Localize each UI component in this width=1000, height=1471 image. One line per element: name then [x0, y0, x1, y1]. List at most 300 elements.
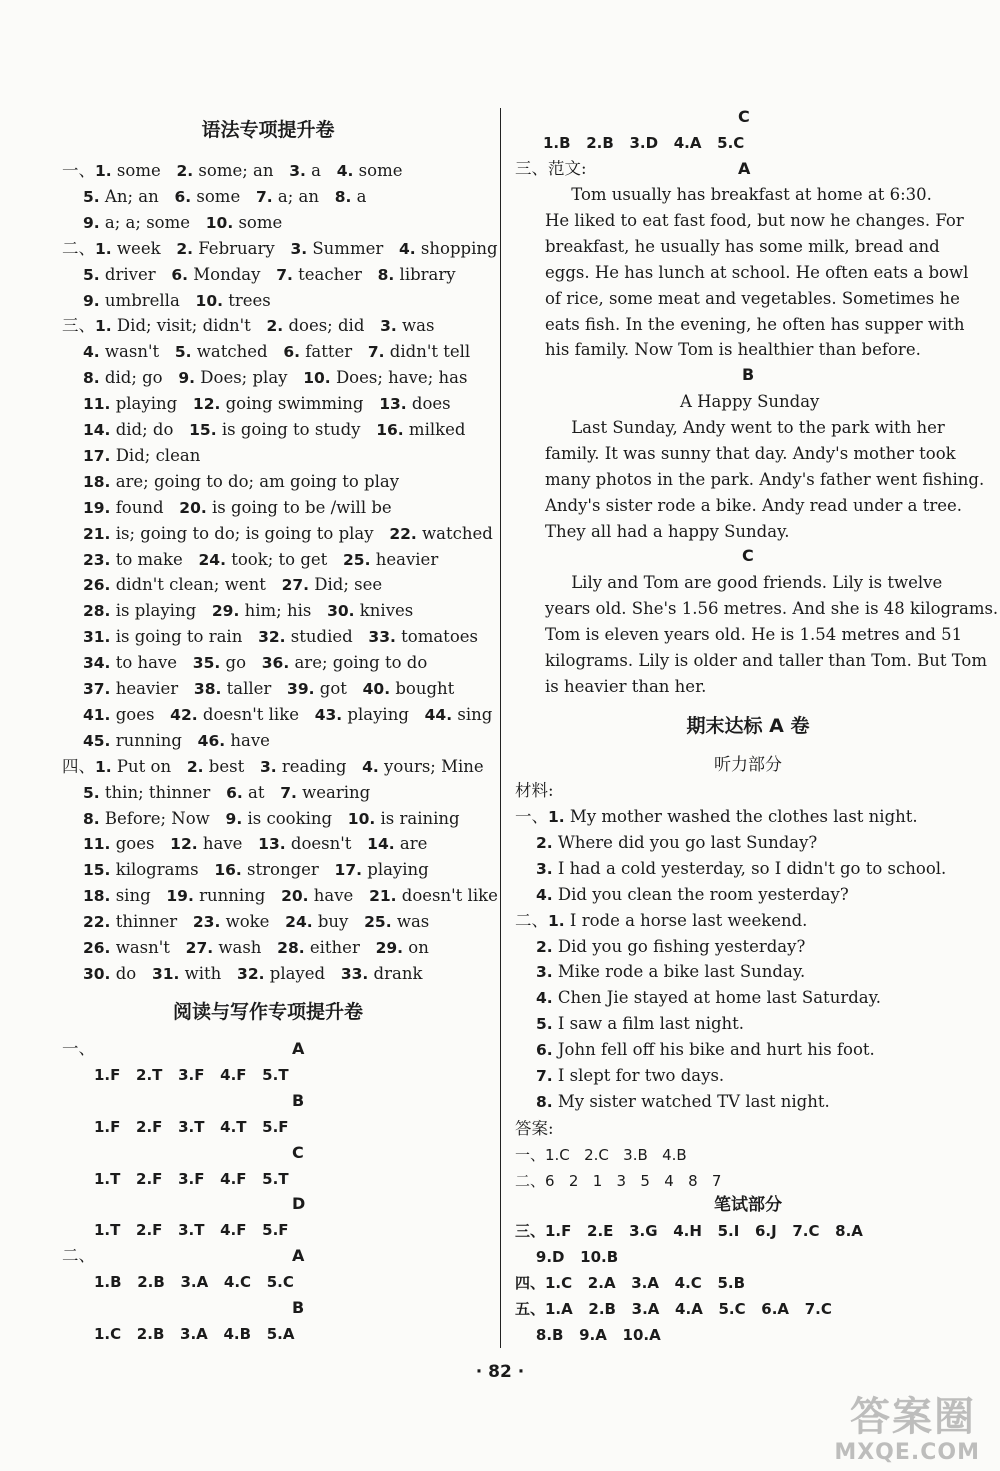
item-number: 17.: [334, 861, 363, 880]
item-number: 22.: [82, 913, 111, 932]
item-answer: do: [110, 963, 152, 983]
item-number: 25.: [364, 913, 392, 932]
item-answer: thin; thinner: [99, 782, 227, 802]
item-number: 14.: [82, 421, 111, 439]
item-number: 1.: [548, 911, 565, 930]
item-answer: An; an: [99, 186, 175, 206]
item-answer: found: [110, 497, 180, 517]
item-number: 1.: [95, 317, 112, 336]
item-answer: is going to be /will be: [206, 497, 392, 517]
item-number: 45.: [82, 731, 111, 750]
item-text: Mike rode a bike last Sunday.: [552, 962, 806, 982]
grammar-answer-line: [62, 495, 392, 521]
item-number: 27.: [185, 939, 214, 957]
item-number: 20.: [281, 887, 309, 906]
item-number: 8.: [377, 265, 395, 284]
item-answer: a: [305, 161, 337, 180]
item-text: My sister watched TV last night.: [552, 1091, 830, 1111]
grammar-answer-line: [62, 806, 460, 832]
reading-answers: 1.B 2.B 3.D 4.A 5.C: [543, 134, 745, 152]
item-number: 8.: [535, 1092, 553, 1111]
grammar-answer-line: [62, 391, 451, 417]
item-prefix: [62, 265, 83, 284]
item-number: 35.: [192, 654, 221, 673]
reading-answers: 1.T 2.F 3.F 4.F 5.T: [94, 1169, 289, 1188]
grammar-answer-line: [62, 313, 435, 339]
item-answer: a: [351, 186, 367, 206]
item-answer: fatter: [300, 342, 368, 362]
item-prefix: 三、: [62, 316, 95, 336]
item-answer: does; did: [283, 316, 381, 336]
item-text: I saw a film last night.: [552, 1014, 745, 1034]
item-prefix: [62, 809, 83, 828]
item-number: 13.: [258, 835, 286, 854]
material-line: [515, 908, 807, 934]
item-number: 8.: [82, 809, 100, 828]
material-line: [515, 1089, 830, 1115]
item-answer: Summer: [307, 238, 399, 258]
watermark-url: MXQE.COM: [834, 1440, 980, 1465]
essay-line: breakfast, he usually has some milk, bread and: [545, 236, 940, 256]
item-number: 7.: [367, 343, 385, 362]
item-number: 31.: [151, 964, 180, 983]
item-answer: some: [233, 212, 283, 232]
item-answer: go: [220, 653, 262, 673]
item-answer: wasn't: [99, 342, 175, 362]
item-prefix: 二、: [515, 910, 548, 930]
item-text: Chen Jie stayed at home last Saturday.: [552, 988, 881, 1008]
essay-line: kilograms. Lily is older and taller than Tom. But Tom: [545, 650, 987, 670]
essay-line: eggs. He has lunch at school. He often eats a bowl: [545, 262, 969, 282]
item-prefix: [62, 912, 83, 931]
item-answer: sing: [452, 704, 493, 724]
item-answer: reading: [276, 756, 363, 776]
material-line: [515, 1037, 875, 1063]
item-number: 11.: [82, 835, 111, 854]
item-number: 29.: [375, 939, 404, 957]
item-prefix: [62, 679, 83, 698]
item-answer: is cooking: [242, 808, 348, 828]
item-answer: bought: [390, 679, 455, 698]
grammar-answer-line: [62, 598, 413, 624]
item-number: 28.: [277, 939, 305, 957]
grammar-answer-line: [62, 236, 498, 262]
item-number: 23.: [82, 550, 111, 569]
item-number: 39.: [287, 680, 315, 698]
item-answer: running: [110, 730, 198, 750]
item-number: 6.: [174, 187, 192, 206]
material-label: 材料:: [515, 781, 554, 800]
reading-answers: 1.C 2.B 3.A 4.B 5.A: [94, 1325, 295, 1343]
item-answer: was: [391, 912, 430, 932]
item-number: 12.: [170, 835, 198, 854]
item-number: 3.: [259, 757, 277, 776]
item-answer: wasn't: [110, 938, 186, 957]
reading-passage-letter: C: [738, 107, 750, 126]
item-prefix: [515, 937, 536, 956]
item-prefix: [515, 1092, 536, 1111]
item-number: 4.: [362, 757, 379, 776]
grammar-answer-line: [62, 417, 465, 443]
grammar-answer-line: [62, 443, 200, 469]
item-number: 7.: [280, 783, 297, 802]
item-text: I slept for two days.: [552, 1066, 725, 1085]
item-text: John fell off his bike and hurt his foot.: [552, 1040, 875, 1060]
item-number: 8.: [82, 369, 100, 388]
item-number: 19.: [166, 887, 194, 906]
grammar-answer-line: [62, 857, 429, 883]
item-number: 3.: [535, 859, 553, 878]
item-answer: tomatoes: [395, 627, 478, 647]
item-text: Did you go fishing yesterday?: [552, 936, 806, 956]
item-answer: buy: [312, 912, 365, 932]
item-number: 21.: [82, 524, 111, 543]
item-prefix: [62, 705, 83, 724]
item-number: 11.: [82, 395, 111, 414]
item-prefix: 二、: [62, 238, 95, 258]
item-number: 8.: [334, 187, 352, 206]
grammar-answer-line: [62, 339, 470, 365]
material-line: [515, 959, 805, 985]
item-number: 16.: [376, 421, 404, 439]
written-answer-line: 9.D 10.B: [515, 1247, 619, 1266]
item-number: 14.: [367, 835, 395, 854]
essay-line: They all had a happy Sunday.: [545, 521, 790, 541]
item-answer: is going to rain: [110, 627, 259, 647]
essay-line: his family. Now Tom is healthier than before.: [545, 340, 921, 360]
item-answer: milked: [403, 420, 466, 439]
item-answer: some: [191, 186, 256, 206]
material-line: [515, 804, 918, 830]
item-number: 27.: [281, 576, 310, 595]
item-answer: him; his: [239, 601, 328, 621]
item-answer: was: [396, 316, 435, 336]
essay-line: He liked to eat fast food, but now he changes. For: [545, 210, 964, 230]
item-prefix: 一、: [62, 161, 95, 180]
item-text: Did you clean the room yesterday?: [552, 884, 849, 904]
item-number: 2.: [186, 757, 204, 776]
item-prefix: [62, 524, 83, 543]
item-answer: doesn't: [285, 834, 368, 854]
grammar-answer-line: [62, 961, 422, 987]
written-answer-line: 五、1.A 2.B 3.A 4.A 5.C 6.A 7.C: [515, 1299, 832, 1318]
item-number: 33.: [340, 964, 369, 983]
item-answer: didn't clean; went: [110, 575, 282, 595]
item-number: 10.: [303, 369, 331, 388]
item-answer: is raining: [375, 808, 460, 828]
item-number: 26.: [82, 576, 111, 595]
item-answer: studied: [285, 627, 369, 647]
reading-passage-letter: A: [292, 1039, 305, 1058]
grammar-answer-line: [62, 676, 454, 702]
reading-part-label: 二、: [62, 1246, 95, 1266]
essay-line: Tom is eleven years old. He is 1.54 metres and 51: [545, 624, 963, 644]
item-number: 18.: [82, 472, 111, 491]
item-answer: did; do: [110, 420, 190, 439]
item-answer: best: [203, 756, 260, 776]
item-answer: week: [111, 238, 177, 258]
item-answer: are; going to do; am going to play: [110, 471, 400, 491]
item-number: 37.: [82, 680, 111, 698]
item-answer: doesn't like: [197, 704, 315, 724]
item-prefix: [62, 938, 83, 957]
item-answer: playing: [110, 394, 193, 414]
item-number: 9.: [225, 809, 243, 828]
essay-line: many photos in the park. Andy's father went fishing.: [545, 469, 985, 489]
item-number: 24.: [285, 913, 313, 932]
item-number: 2.: [176, 239, 194, 258]
item-answer: watched: [416, 523, 493, 543]
grammar-answer-line: [62, 909, 429, 935]
item-answer: played: [264, 963, 341, 983]
item-number: 15.: [189, 421, 217, 439]
item-number: 9.: [178, 369, 196, 388]
reading-passage-letter: D: [292, 1194, 306, 1214]
item-number: 1.: [95, 757, 112, 776]
item-number: 33.: [368, 628, 396, 647]
item-number: 28.: [82, 602, 111, 621]
essay-line: of rice, some meat and vegetables. Sometimes he: [545, 288, 960, 308]
item-prefix: [62, 446, 83, 465]
item-answer: taller: [221, 679, 288, 698]
item-number: 4.: [535, 885, 553, 904]
item-prefix: [62, 834, 83, 853]
item-answer: stronger: [241, 860, 335, 880]
grammar-answer-line: [62, 650, 427, 676]
item-prefix: [62, 498, 83, 517]
item-answer: are: [394, 834, 428, 854]
grammar-answer-line: [62, 547, 438, 573]
item-number: 5.: [82, 783, 100, 802]
item-prefix: 四、: [62, 756, 95, 776]
item-number: 22.: [389, 524, 417, 543]
item-answer: heavier: [110, 679, 194, 698]
item-answer: playing: [342, 704, 425, 724]
item-answer: watched: [191, 342, 284, 362]
item-number: 10.: [205, 213, 234, 232]
grammar-answer-line: [62, 210, 282, 236]
item-answer: heavier: [370, 549, 439, 569]
item-text: I rode a horse last weekend.: [564, 910, 808, 930]
subsection-title-written: 笔试部分: [714, 1195, 782, 1215]
written-answer-line: 三、1.F 2.E 3.G 4.H 5.I 6.J 7.C 8.A: [515, 1222, 863, 1240]
essay-title: A Happy Sunday: [680, 392, 820, 411]
item-number: 3.: [290, 239, 308, 258]
item-number: 6.: [535, 1041, 553, 1060]
item-answer: goes: [110, 704, 171, 724]
subsection-title-listening: 听力部分: [714, 755, 782, 775]
item-number: 2.: [266, 317, 284, 336]
item-prefix: [62, 964, 83, 983]
item-prefix: [62, 394, 83, 413]
item-prefix: [62, 783, 83, 802]
item-number: 7.: [276, 265, 293, 284]
item-number: 10.: [195, 291, 223, 310]
item-prefix: [62, 550, 83, 569]
section-title-final-exam: 期末达标 A 卷: [686, 715, 810, 737]
item-answer: running: [193, 886, 282, 906]
item-answer: Did; visit; didn't: [111, 316, 267, 336]
grammar-answer-line: [62, 728, 270, 754]
item-prefix: [515, 1040, 536, 1059]
material-line: [515, 1063, 724, 1089]
item-answer: Before; Now: [99, 808, 226, 828]
item-number: 21.: [369, 887, 397, 906]
item-prefix: [62, 601, 83, 620]
item-prefix: [62, 472, 83, 491]
item-prefix: [62, 575, 83, 594]
grammar-answer-line: [62, 935, 429, 961]
material-line: [515, 985, 881, 1011]
item-number: 3.: [380, 317, 397, 336]
reading-passage-letter: A: [292, 1246, 305, 1266]
item-number: 32.: [237, 964, 265, 983]
item-answer: knives: [354, 601, 414, 621]
item-answer: Monday: [188, 264, 277, 284]
item-answer: yours; Mine: [378, 756, 484, 776]
item-prefix: [62, 886, 83, 905]
reading-passage-letter: B: [292, 1090, 305, 1110]
grammar-answer-line: [62, 831, 427, 857]
item-number: 1.: [95, 239, 112, 258]
item-number: 1.: [548, 808, 565, 826]
item-number: 17.: [82, 446, 111, 465]
item-number: 32.: [258, 628, 286, 647]
item-answer: playing: [362, 860, 429, 880]
item-number: 9.: [82, 213, 100, 232]
item-answer: teacher: [292, 264, 378, 284]
grammar-answer-line: [62, 624, 478, 650]
reading-passage-letter: C: [292, 1142, 304, 1162]
item-number: 20.: [179, 498, 207, 517]
grammar-answer-line: [62, 469, 399, 495]
item-prefix: [62, 860, 83, 879]
material-line: [515, 856, 946, 882]
item-answer: going swimming: [220, 394, 380, 414]
item-prefix: [62, 187, 83, 206]
item-answer: February: [193, 238, 291, 258]
item-number: 30.: [82, 964, 111, 983]
grammar-answer-line: [62, 883, 498, 909]
item-answer: is; going to do; is going to play: [110, 523, 390, 543]
answer-label: 答案:: [515, 1119, 554, 1138]
reading-answers: 1.F 2.T 3.F 4.F 5.T: [94, 1066, 289, 1084]
item-number: 43.: [314, 705, 343, 724]
item-number: 26.: [82, 939, 111, 957]
item-number: 6.: [226, 783, 243, 802]
item-answer: at: [242, 782, 281, 802]
item-answer: kilograms: [110, 860, 215, 880]
item-prefix: [62, 653, 83, 672]
item-answer: Does; have; has: [330, 368, 468, 388]
essay-line: Last Sunday, Andy went to the park with her: [545, 418, 945, 437]
item-number: 3.: [289, 162, 306, 180]
item-answer: with: [179, 963, 238, 983]
item-answer: some; an: [193, 161, 290, 180]
item-prefix: [515, 885, 536, 904]
essay-letter: A: [738, 159, 751, 178]
item-answer: either: [304, 938, 376, 957]
item-answer: have: [225, 730, 270, 750]
item-number: 2.: [176, 162, 194, 180]
written-answer-line: 四、1.C 2.A 3.A 4.C 5.B: [515, 1273, 746, 1292]
written-answer-line: 8.B 9.A 10.A: [515, 1325, 661, 1344]
answer-line: 二、6 2 1 3 5 4 8 7: [515, 1172, 722, 1190]
item-text: My mother washed the clothes last night.: [564, 807, 918, 826]
answer-line: 一、1.C 2.C 3.B 4.B: [515, 1146, 687, 1164]
item-answer: is going to study: [216, 420, 377, 439]
item-number: 9.: [82, 291, 100, 310]
item-answer: drank: [368, 963, 423, 983]
section-title-reading: 阅读与写作专项提升卷: [172, 1001, 363, 1023]
item-number: 30.: [327, 602, 355, 621]
item-prefix: [515, 859, 536, 878]
item-number: 34.: [82, 654, 111, 673]
material-line: [515, 934, 805, 960]
item-number: 19.: [82, 498, 111, 517]
reading-part-label: 一、: [62, 1039, 95, 1058]
item-answer: Put on: [111, 756, 187, 776]
item-number: 44.: [424, 705, 453, 724]
item-answer: didn't tell: [384, 342, 471, 362]
item-prefix: [515, 1066, 536, 1085]
grammar-answer-line: [62, 158, 403, 184]
item-number: 36.: [261, 654, 290, 673]
item-number: 5.: [82, 187, 100, 206]
item-answer: doesn't like: [396, 886, 498, 906]
essay-line: is heavier than her.: [545, 676, 707, 696]
essay-line: Lily and Tom are good friends. Lily is twelve: [545, 573, 943, 592]
item-answer: did; go: [99, 368, 179, 388]
item-number: 6.: [171, 265, 189, 284]
grammar-answer-line: [62, 184, 367, 210]
section-title-grammar: 语法专项提升卷: [201, 119, 335, 141]
item-prefix: [62, 627, 83, 646]
essay-line: Tom usually has breakfast at home at 6:30.: [545, 185, 932, 204]
grammar-answer-line: [62, 572, 382, 598]
item-number: 41.: [82, 705, 111, 724]
watermark-logo: [798, 1385, 988, 1465]
grammar-answer-line: [62, 702, 492, 728]
grammar-answer-line: [62, 288, 271, 314]
reading-answers: 1.T 2.F 3.T 4.F 5.F: [94, 1221, 289, 1240]
item-prefix: [62, 342, 83, 361]
item-prefix: [62, 731, 83, 750]
material-line: [515, 830, 817, 856]
item-number: 12.: [192, 395, 221, 414]
item-number: 5.: [535, 1015, 553, 1034]
item-answer: Does; play: [195, 368, 304, 388]
item-answer: are; going to do: [289, 653, 428, 673]
item-number: 15.: [82, 861, 111, 880]
item-answer: took; to get: [225, 549, 344, 569]
watermark-text: 答案圈: [850, 1394, 976, 1440]
item-prefix: [515, 833, 536, 852]
item-prefix: [62, 213, 83, 232]
item-answer: thinner: [110, 912, 193, 932]
item-number: 3.: [535, 963, 553, 982]
item-number: 25.: [343, 550, 371, 569]
item-number: 4.: [398, 239, 416, 258]
item-answer: driver: [99, 264, 172, 284]
item-number: 16.: [214, 861, 242, 880]
item-number: 31.: [82, 628, 111, 647]
item-number: 13.: [379, 395, 407, 414]
reading-answers: 1.B 2.B 3.A 4.C 5.C: [94, 1273, 294, 1292]
item-number: 7.: [255, 187, 273, 206]
grammar-answer-line: [62, 780, 370, 806]
item-prefix: [515, 1014, 536, 1033]
